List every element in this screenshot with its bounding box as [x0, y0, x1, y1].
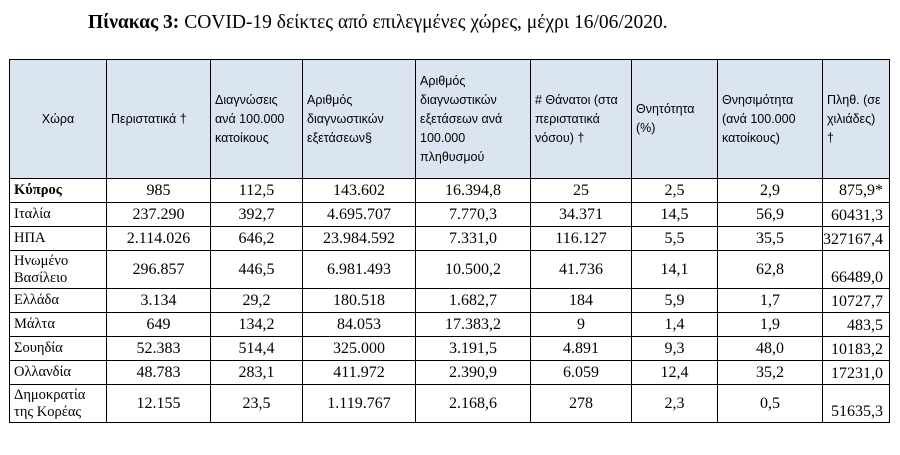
header-cell: Πληθ. (σε χιλιάδες) † [823, 60, 890, 179]
cfr-cell: 5,9 [632, 289, 718, 313]
cfr-cell: 14,5 [632, 203, 718, 227]
diag-per-100k-cell: 514,4 [211, 337, 303, 361]
table-row [10, 313, 890, 337]
cases-cell: 985 [107, 179, 211, 203]
cfr-cell: 9,3 [632, 337, 718, 361]
mortality-cell: 56,9 [718, 203, 823, 227]
mortality-cell: 2,9 [718, 179, 823, 203]
covid-indicators-table [9, 59, 890, 423]
deaths-cell: 9 [531, 313, 632, 337]
cfr-cell: 2,3 [632, 385, 718, 423]
diag-per-100k-cell: 446,5 [211, 251, 303, 289]
country-cell: ΗΠΑ [10, 227, 107, 251]
tests-cell: 6.981.493 [303, 251, 416, 289]
mortality-cell: 1,7 [718, 289, 823, 313]
table-row [10, 361, 890, 385]
table-caption [88, 12, 668, 34]
population-cell: 10727,7 [823, 289, 890, 313]
deaths-cell: 4.891 [531, 337, 632, 361]
tests-per-100k-cell: 1.682,7 [416, 289, 531, 313]
country-cell: Δημοκρατία της Κορέας [10, 385, 107, 423]
mortality-cell: 48,0 [718, 337, 823, 361]
cases-cell: 2.114.026 [107, 227, 211, 251]
deaths-cell: 116.127 [531, 227, 632, 251]
tests-cell: 4.695.707 [303, 203, 416, 227]
cfr-cell: 5,5 [632, 227, 718, 251]
tests-per-100k-cell: 7.331,0 [416, 227, 531, 251]
country-cell: Ιταλία [10, 203, 107, 227]
tests-cell: 1.119.767 [303, 385, 416, 423]
mortality-cell: 62,8 [718, 251, 823, 289]
caption-label: Πίνακας 3: [88, 12, 180, 33]
diag-per-100k-cell: 134,2 [211, 313, 303, 337]
tests-per-100k-cell: 7.770,3 [416, 203, 531, 227]
header-cell: Διαγνώσεις ανά 100.000 κατοίκους [211, 60, 303, 179]
table-row [10, 289, 890, 313]
country-cell: Σουηδία [10, 337, 107, 361]
table-row [10, 251, 890, 289]
table-row [10, 203, 890, 227]
table-row [10, 227, 890, 251]
mortality-cell: 0,5 [718, 385, 823, 423]
deaths-cell: 184 [531, 289, 632, 313]
diag-per-100k-cell: 112,5 [211, 179, 303, 203]
mortality-cell: 1,9 [718, 313, 823, 337]
diag-per-100k-cell: 646,2 [211, 227, 303, 251]
population-cell: 483,5 [823, 313, 890, 337]
diag-per-100k-cell: 23,5 [211, 385, 303, 423]
population-cell: 66489,0 [823, 251, 890, 289]
tests-cell: 325.000 [303, 337, 416, 361]
population-cell: 51635,3 [823, 385, 890, 423]
tests-cell: 411.972 [303, 361, 416, 385]
cases-cell: 649 [107, 313, 211, 337]
population-cell: 60431,3 [823, 203, 890, 227]
country-cell: Ηνωμένο Βασίλειο [10, 251, 107, 289]
cfr-cell: 14,1 [632, 251, 718, 289]
header-row [10, 60, 890, 179]
diag-per-100k-cell: 29,2 [211, 289, 303, 313]
country-cell: Ολλανδία [10, 361, 107, 385]
tests-per-100k-cell: 16.394,8 [416, 179, 531, 203]
header-cell: Περιστατικά † [107, 60, 211, 179]
cases-cell: 296.857 [107, 251, 211, 289]
country-cell: Μάλτα [10, 313, 107, 337]
tests-per-100k-cell: 2.168,6 [416, 385, 531, 423]
population-cell: 327167,4 [823, 227, 890, 251]
cases-cell: 48.783 [107, 361, 211, 385]
cfr-cell: 2,5 [632, 179, 718, 203]
cases-cell: 52.383 [107, 337, 211, 361]
header-cell: Αριθμός διαγνωστικών εξετάσεων§ [303, 60, 416, 179]
tests-cell: 23.984.592 [303, 227, 416, 251]
tests-per-100k-cell: 10.500,2 [416, 251, 531, 289]
population-cell: 875,9* [823, 179, 890, 203]
table-row [10, 337, 890, 361]
country-cell: Κύπρος [10, 179, 107, 203]
deaths-cell: 278 [531, 385, 632, 423]
table-row [10, 179, 890, 203]
header-cell: Θνησιμότητα (ανά 100.000 κατοίκους) [718, 60, 823, 179]
cfr-cell: 1,4 [632, 313, 718, 337]
population-cell: 10183,2 [823, 337, 890, 361]
deaths-cell: 34.371 [531, 203, 632, 227]
tests-cell: 84.053 [303, 313, 416, 337]
tests-per-100k-cell: 17.383,2 [416, 313, 531, 337]
header-cell: Θνητότητα (%) [632, 60, 718, 179]
population-cell: 17231,0 [823, 361, 890, 385]
table-row [10, 385, 890, 423]
diag-per-100k-cell: 283,1 [211, 361, 303, 385]
cases-cell: 3.134 [107, 289, 211, 313]
mortality-cell: 35,2 [718, 361, 823, 385]
caption-text: COVID-19 δείκτες από επιλεγμένες χώρες, μέχρι 16/06/2020. [179, 12, 668, 33]
header-cell: Αριθμός διαγνωστικών εξετάσεων ανά 100.000 πληθυσμού [416, 60, 531, 179]
mortality-cell: 35,5 [718, 227, 823, 251]
deaths-cell: 6.059 [531, 361, 632, 385]
country-cell: Ελλάδα [10, 289, 107, 313]
cases-cell: 237.290 [107, 203, 211, 227]
tests-cell: 180.518 [303, 289, 416, 313]
tests-per-100k-cell: 3.191,5 [416, 337, 531, 361]
header-cell: Χώρα [10, 60, 107, 179]
tests-per-100k-cell: 2.390,9 [416, 361, 531, 385]
cases-cell: 12.155 [107, 385, 211, 423]
header-cell: # Θάνατοι (στα περιστατικά νόσου) † [531, 60, 632, 179]
cfr-cell: 12,4 [632, 361, 718, 385]
tests-cell: 143.602 [303, 179, 416, 203]
diag-per-100k-cell: 392,7 [211, 203, 303, 227]
deaths-cell: 41.736 [531, 251, 632, 289]
deaths-cell: 25 [531, 179, 632, 203]
